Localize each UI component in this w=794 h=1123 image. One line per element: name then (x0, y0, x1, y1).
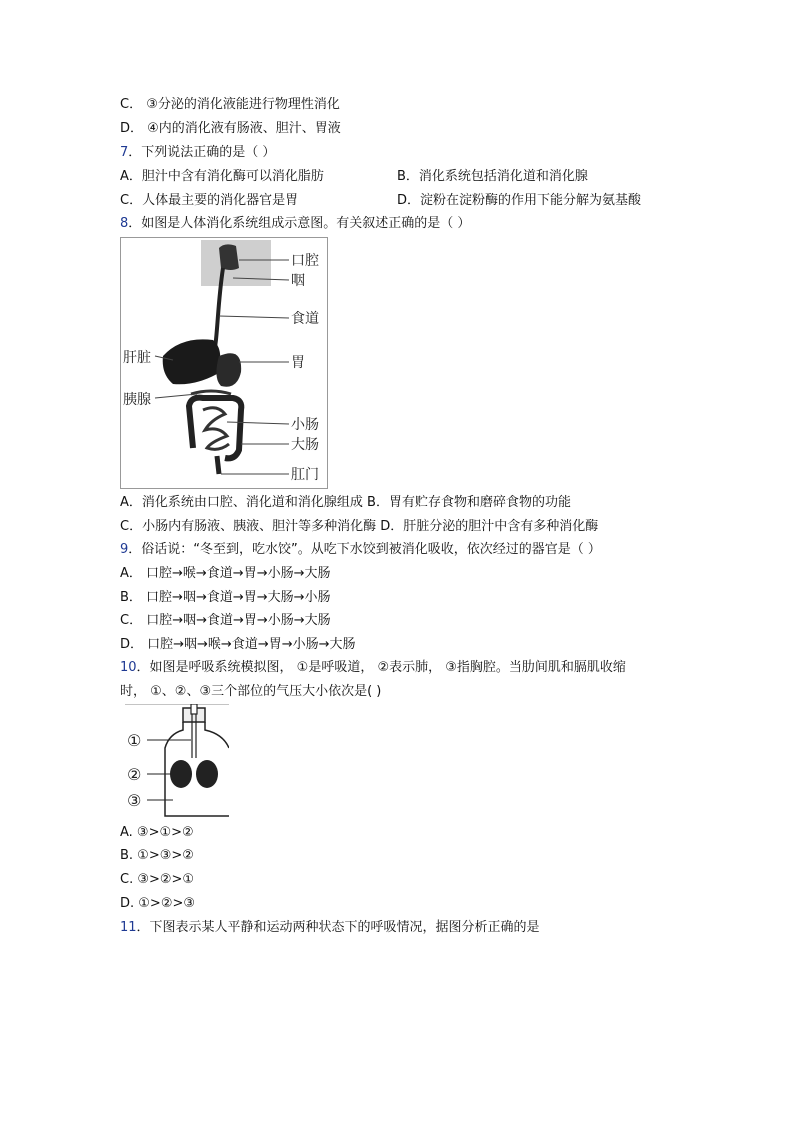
q11-stem (120, 919, 540, 937)
jar-right-shape (205, 722, 229, 748)
q6-option-d: D． ④内的消化液有肠液、胆汁、胃液 (120, 121, 341, 136)
label-one: ① (127, 731, 142, 750)
label-three: ③ (127, 791, 142, 810)
q9-stem-text: ．俗话说：“冬至到，吃水饺”。从吃下水饺到被消化吸收，依次经过的器官是（ ） (128, 542, 601, 557)
q7-option-b: B．消化系统包括消化道和消化腺 (397, 169, 588, 184)
label-anus: 肛门 (291, 467, 319, 483)
stomach-shape (216, 353, 241, 387)
q8-options-cd: C．小肠内有肠液、胰液、胆汁等多种消化酶 D．肝脏分泌的胆汁中含有多种消化酶 (120, 519, 599, 534)
digestive-system-diagram (121, 238, 327, 488)
q10-option-b: B. ①>③>② (120, 848, 194, 863)
digestive-system-figure (120, 237, 328, 489)
label-small-intestine: 小肠 (291, 417, 319, 433)
q7-option-a: A．胆汁中含有消化酶可以消化脂肪 (120, 169, 324, 184)
label-esophagus: 食道 (291, 311, 319, 327)
q9-number: 9 (120, 542, 129, 557)
q10-number: 10 (120, 660, 137, 675)
q8-number: 8 (120, 216, 129, 231)
q9-option-a: A． 口腔→喉→食道→胃→小肠→大肠 (120, 566, 331, 581)
q6-option-c: C． ③分泌的消化液能进行物理性消化 (120, 97, 340, 112)
liver-shape (163, 339, 220, 384)
q7-stem (120, 144, 275, 162)
q10-option-d: D. ①>②>③ (120, 896, 196, 911)
q7-option-d: D．淀粉在淀粉酶的作用下能分解为氨基酸 (397, 193, 642, 208)
label-mouth: 口腔 (291, 253, 319, 269)
respiratory-model-diagram (125, 704, 229, 818)
q10-option-c: C. ③>②>① (120, 872, 195, 887)
small-intestine-shape (203, 408, 229, 450)
q10-stem-line1 (120, 659, 626, 677)
q9-option-c: C． 口腔→咽→食道→胃→小肠→大肠 (120, 613, 331, 628)
tube-top-shape (191, 704, 197, 714)
q9-stem (120, 541, 601, 559)
label-pharynx: 咽 (291, 273, 305, 289)
q7-stem-text: ．下列说法正确的是（ ） (128, 145, 276, 160)
q9-option-d: D． 口腔→咽→喉→食道→胃→小肠→大肠 (120, 637, 356, 652)
label-stomach: 胃 (291, 355, 305, 371)
q10-stem-line2: 时， ①、②、③三个部位的气压大小依次是( ) (120, 684, 382, 699)
label-liver: 肝脏 (123, 350, 151, 366)
q11-number: 11 (120, 920, 137, 935)
respiratory-model-figure (125, 704, 229, 818)
mouth-shape (219, 244, 239, 270)
label-large-intestine: 大肠 (291, 437, 319, 453)
q8-stem-text: ．如图是人体消化系统组成示意图。有关叙述正确的是（ ） (128, 216, 471, 231)
q10-stem-text1: ．如图是呼吸系统模拟图， ①是呼吸道， ②表示肺， ③指胸腔。当肋间肌和膈肌收缩 (136, 660, 626, 675)
right-lung-shape (196, 760, 218, 788)
q8-stem (120, 215, 470, 233)
q7-option-c: C．人体最主要的消化器官是胃 (120, 193, 299, 208)
left-lung-shape (170, 760, 192, 788)
q8-options-ab: A．消化系统由口腔、消化道和消化腺组成 B．胃有贮存食物和磨碎食物的功能 (120, 495, 571, 510)
pancreas-shape (191, 391, 231, 394)
q10-option-a: A. ③>①>② (120, 825, 194, 840)
label-two: ② (127, 765, 142, 784)
q11-stem-text: ．下图表示某人平静和运动两种状态下的呼吸情况，据图分析正确的是 (136, 920, 540, 935)
rectum-shape (217, 456, 219, 474)
label-pancreas: 胰腺 (123, 392, 151, 408)
q9-option-b: B． 口腔→咽→食道→胃→大肠→小肠 (120, 590, 331, 605)
q7-number: 7 (120, 145, 129, 160)
